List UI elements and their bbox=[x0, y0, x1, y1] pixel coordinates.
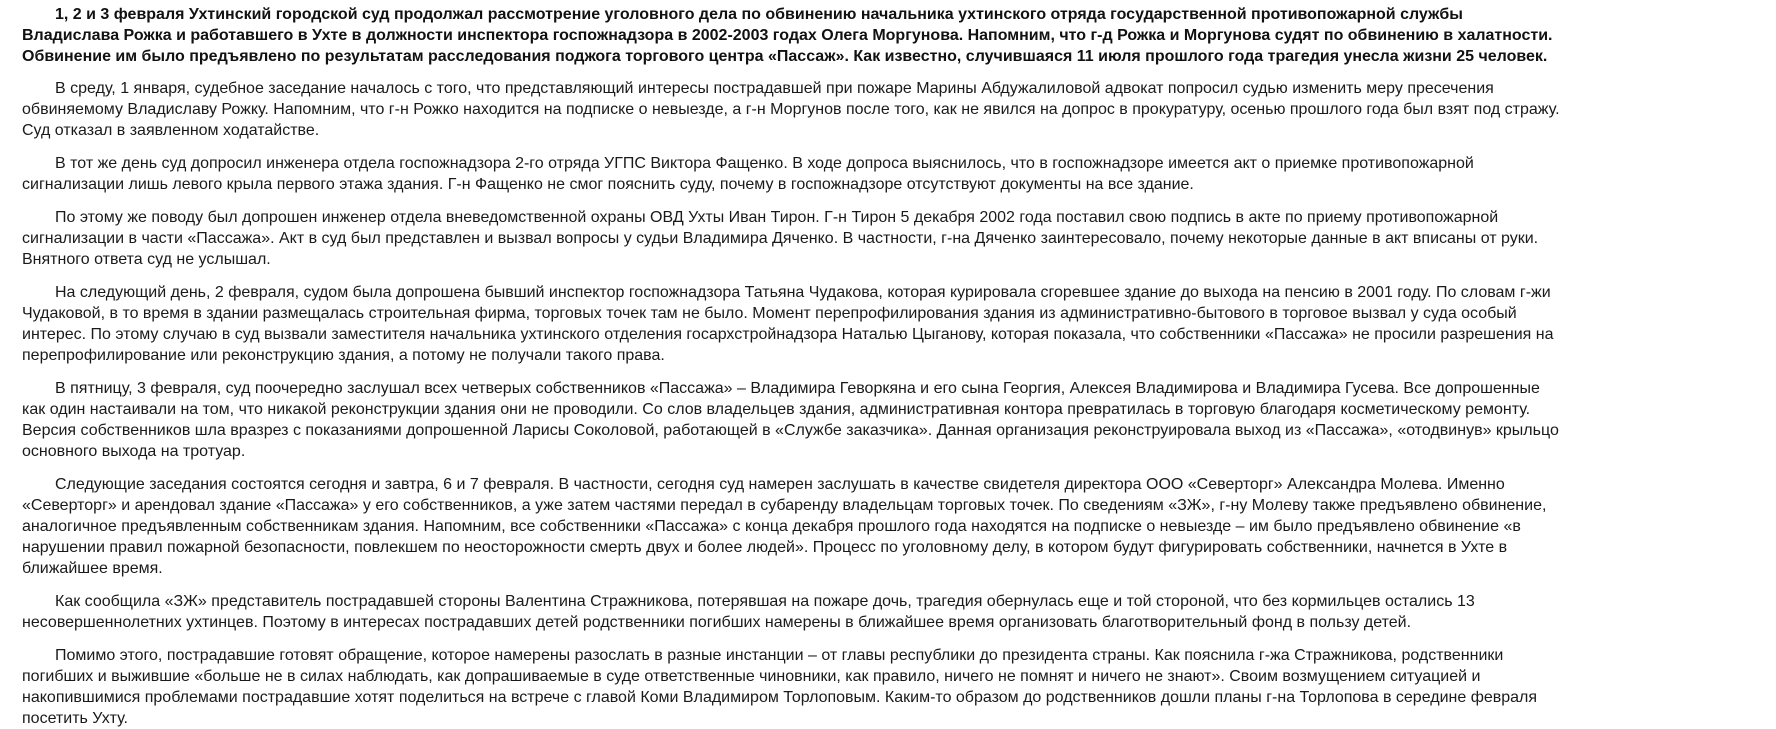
article-paragraph-1: В среду, 1 января, судебное заседание началось с того, что представляющий интересы пострадавшей при пожаре Марины Абдужалиловой адвокат попросил судью изменить меру пресечения обвиняемому Владиславу Рожку. Напомним, что г-н Рожко находится на подписке о невыезде, а г-н Моргунов после того, как не явился на допрос в прокуратуру, осенью прошлого года был взят под стражу. Суд отказал в заявленном ходатайстве. bbox=[22, 80, 1560, 139]
article-lead: 1, 2 и 3 февраля Ухтинский городской суд продолжал рассмотрение уголовного дела по обвинению начальника ухтинского отряда государственной противопожарной службы Владислава Рожка и работавшего в Ухте в должности инспектора госпожнадзора в 2002-2003 годах Олега Моргунова. Напомним, что г-д Рожка и Моргунова судят по обвинению в халатности. Обвинение им было предъявлено по результатам расследования поджога торгового центра «Пассаж». Как известно, случившаяся 11 июля прошлого года трагедия унесла жизни 25 человек. bbox=[22, 6, 1553, 65]
article-paragraph-8: Помимо этого, пострадавшие готовят обращение, которое намерены разослать в разные инстанции – от главы республики до президента страны. Как пояснила г-жа Стражникова, родственники погибших и выжившие «больше не в силах наблюдать, как допрашиваемые в суде ответственные чиновники, как правило, ничего не помнят и ничего не знают». Своим возмущением ситуацией и накопившимися проблемами пострадавшие хотят поделиться на встрече с главой Коми Владимиром Торлоповым. Каким-то образом до родственников дошли планы г-на Торлопова в середине февраля посетить Ухту. bbox=[22, 647, 1538, 727]
article-paragraph-4: На следующий день, 2 февраля, судом была допрошена бывший инспектор госпожнадзора Татьяна Чудакова, которая курировала сгоревшее здание до выхода на пенсию в 2001 году. По словам г-жи Чудаковой, в то время в здании размещалась строительная фирма, торговых точек там не было. Момент перепрофилирования здания из административно-бытового в торговое вызвал у суда особый интерес. По этому случаю в суд вызвали заместителя начальника ухтинского отделения госархстройнадзора Наталью Цыганову, которая показала, что собственники «Пассажа» не просили разрешения на перепрофилирование или реконструкцию здания, а потому не получали такого права. bbox=[22, 284, 1554, 364]
article-paragraph-7: Как сообщила «ЗЖ» представитель пострадавшей стороны Валентина Стражникова, потерявшая на пожаре дочь, трагедия обернулась еще и той стороной, что без кормильцев остались 13 несовершеннолетних ухтинцев. Поэтому в интересах пострадавших детей родственники погибших намерены в ближайшее время организовать благотворительный фонд в пользу детей. bbox=[22, 593, 1475, 631]
article-paragraph-5: В пятницу, 3 февраля, суд поочередно заслушал всех четверых собственников «Пассажа» – Владимира Геворкяна и его сына Георгия, Алексея Владимирова и Владимира Гусева. Все допрошенные как один настаивали на том, что никакой реконструкции здания они не проводили. Со слов владельцев здания, административная контора превратилась в торговую благодаря косметическому ремонту. Версия собственников шла вразрез с показаниями допрошенной Ларисы Соколовой, работающей в «Службе заказчика». Данная организация реконструировала выход из «Пассажа», «отодвинув» крыльцо основного выхода на тротуар. bbox=[22, 380, 1559, 460]
article-paragraph-2: В тот же день суд допросил инженера отдела госпожнадзора 2-го отряда УГПС Виктора Фащенко. В ходе допроса выяснилось, что в госпожнадзоре имеется акт о приемке противопожарной сигнализации лишь левого крыла первого этажа здания. Г-н Фащенко не смог пояснить суду, почему в госпожнадзоре отсутствуют документы на все здание. bbox=[22, 155, 1474, 193]
article-paragraph-6: Следующие заседания состоятся сегодня и завтра, 6 и 7 февраля. В частности, сегодня суд намерен заслушать в качестве свидетеля директора ООО «Северторг» Александра Молева. Именно «Северторг» и арендовал здание «Пассажа» у его собственников, а уже затем частями передал в субаренду владельцам торговых точек. По сведениям «ЗЖ», г-ну Молеву также предъявлено обвинение, аналогичное предъявленным собственникам здания. Напомним, все собственники «Пассажа» с конца декабря прошлого года находятся на подписке о невыезде – им было предъявлено обвинение «в нарушении правил пожарной безопасности, повлекшем по неосторожности смерть двух и более людей». Процесс по уголовному делу, в котором будут фигурировать собственники, начнется в Ухте в ближайшее время. bbox=[22, 476, 1547, 577]
article-paragraph-3: По этому же поводу был допрошен инженер отдела вневедомственной охраны ОВД Ухты Иван Тирон. Г-н Тирон 5 декабря 2002 года поставил свою подпись в акте по приему противопожарной сигнализации в части «Пассажа». Акт в суд был представлен и вызвал вопросы у судьи Владимира Дяченко. В частности, г-на Дяченко заинтересовало, почему некоторые данные в акт вписаны от руки. Внятного ответа суд не услышал. bbox=[22, 209, 1539, 268]
